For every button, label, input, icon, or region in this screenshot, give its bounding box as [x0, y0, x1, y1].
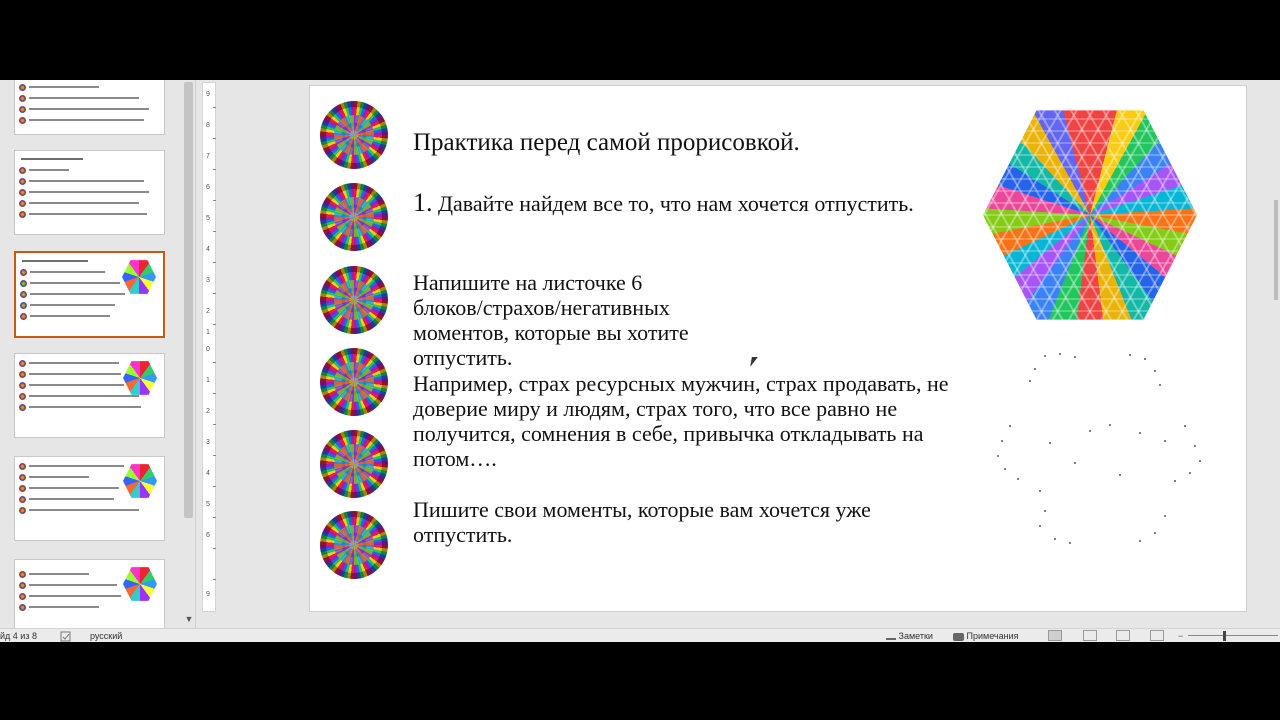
- slide-counter[interactable]: йд 4 из 8: [0, 631, 37, 641]
- ruler-label: 2: [206, 308, 210, 315]
- mandala-bullet-icon: [19, 496, 26, 503]
- mandala-bullet-icon: [320, 266, 388, 334]
- slide-thumbnail-7[interactable]: [14, 559, 165, 628]
- notes-label: Заметки: [898, 631, 933, 641]
- ruler-label: 1: [206, 377, 210, 384]
- comments-button[interactable]: [953, 630, 1018, 642]
- ruler-label: 3: [206, 439, 210, 446]
- mandala-bullet-icon: [19, 507, 26, 514]
- mandala-bullet-icon: [19, 474, 26, 481]
- zoom-slider[interactable]: [1188, 635, 1278, 636]
- mandala-bullet-icon: [19, 117, 26, 124]
- ruler-label: 9: [206, 91, 210, 98]
- slide-thumbnail-2[interactable]: [14, 80, 165, 135]
- language-indicator[interactable]: русский: [90, 631, 123, 641]
- comment-icon: [953, 633, 964, 641]
- paragraph-number: 1.: [413, 188, 433, 217]
- ruler-label: 3: [206, 277, 210, 284]
- slide-thumbnail-6[interactable]: [14, 456, 165, 541]
- mandala-bullet-icon: [19, 382, 26, 389]
- mandala-hexagon-icon[interactable]: [983, 106, 1197, 324]
- mandala-bullet-icon: [20, 313, 27, 320]
- slide-thumbnail-pane: [0, 80, 196, 628]
- slide-thumbnail-4-selected[interactable]: [14, 251, 165, 338]
- mandala-bullet-icon: [20, 269, 27, 276]
- mandala-bullet-icon: [20, 280, 27, 287]
- mandala-bullet-icon: [19, 189, 26, 196]
- mandala-bullet-icon: [320, 348, 388, 416]
- zoom-slider-knob[interactable]: [1223, 631, 1226, 641]
- ruler-label: 1: [206, 329, 210, 336]
- mandala-bullet-icon: [19, 371, 26, 378]
- ruler-label: 4: [206, 470, 210, 477]
- mandala-bullet-icon: [19, 485, 26, 492]
- mandala-bullet-icon: [19, 200, 26, 207]
- reading-view-button[interactable]: [1116, 630, 1130, 641]
- ruler-label: 4: [206, 246, 210, 253]
- slide-thumbnail-3[interactable]: [14, 150, 165, 235]
- slide-sorter-view-button[interactable]: [1083, 630, 1097, 641]
- zoom-out-icon[interactable]: −: [1178, 631, 1184, 641]
- mandala-bullet-icon: [20, 302, 27, 309]
- mandala-bullet-icon: [19, 360, 26, 367]
- paragraph-1-text: Давайте найдем все то, что нам хочется отпустить.: [432, 191, 914, 216]
- ruler-label: 2: [206, 408, 210, 415]
- scroll-down-arrow-icon[interactable]: ▼: [184, 614, 194, 624]
- ruler-label: 9: [206, 591, 210, 598]
- mandala-bullet-icon: [19, 404, 26, 411]
- slide-paragraph-2[interactable]: Напишите на листочке 6 блоков/страхов/негативных моментов, которые вы хотите отпустить.: [413, 270, 689, 370]
- ruler-label: 5: [206, 501, 210, 508]
- slide-scrollbar[interactable]: [1262, 80, 1280, 628]
- mandala-bullet-icon: [19, 393, 26, 400]
- slide-title[interactable]: Практика перед самой прорисовкой.: [413, 129, 800, 156]
- slide-paragraph-3[interactable]: Например, страх ресурсных мужчин, страх продавать, не доверие миру и людям, страх того, что все равно не получится, сомнения в себе, привычка откладывать на потом….: [413, 371, 949, 471]
- mandala-bullet-icon: [19, 593, 26, 600]
- mandala-bullet-icon: [320, 511, 388, 579]
- mandala-bullet-icon: [19, 463, 26, 470]
- mandala-bullet-icon: [19, 582, 26, 589]
- thumbnail-scrollbar-thumb[interactable]: [184, 82, 193, 518]
- mandala-bullet-icon: [19, 84, 26, 91]
- mandala-bullet-icon: [19, 211, 26, 218]
- slide-thumbnail-5[interactable]: [14, 353, 165, 438]
- mandala-bullet-icon: [19, 571, 26, 578]
- normal-view-button[interactable]: [1048, 630, 1062, 641]
- mandala-bullet-icon: [19, 178, 26, 185]
- ruler-label: 8: [206, 122, 210, 129]
- slide-canvas[interactable]: [309, 85, 1247, 612]
- mandala-bullet-icon: [320, 430, 388, 498]
- dotted-placeholder-shape[interactable]: [990, 351, 1205, 551]
- comments-label: Примечания: [966, 631, 1019, 641]
- ruler-label: 5: [206, 215, 210, 222]
- mandala-bullet-icon: [20, 291, 27, 298]
- slide-paragraph-1[interactable]: [413, 190, 973, 216]
- mandala-bullet-icon: [320, 101, 388, 169]
- notes-button[interactable]: [886, 630, 933, 642]
- mandala-bullet-icon: [19, 106, 26, 113]
- slide-scrollbar-thumb[interactable]: [1274, 200, 1278, 300]
- mandala-bullet-icon: [19, 604, 26, 611]
- ruler-label: 7: [206, 153, 210, 160]
- ruler-label: 6: [206, 184, 210, 191]
- powerpoint-window: [0, 80, 1280, 642]
- spellcheck-icon[interactable]: [60, 630, 72, 642]
- vertical-ruler: [202, 82, 216, 612]
- slideshow-button[interactable]: [1150, 630, 1164, 641]
- ruler-label: 0: [206, 346, 210, 353]
- ruler-label: 6: [206, 532, 210, 539]
- mandala-bullet-icon: [19, 167, 26, 174]
- notes-icon: [886, 634, 896, 640]
- status-bar: [0, 628, 1280, 642]
- slide-paragraph-4[interactable]: Пишите свои моменты, которые вам хочется уже отпустить.: [413, 497, 871, 547]
- mandala-bullet-icon: [19, 95, 26, 102]
- mandala-bullet-icon: [320, 183, 388, 251]
